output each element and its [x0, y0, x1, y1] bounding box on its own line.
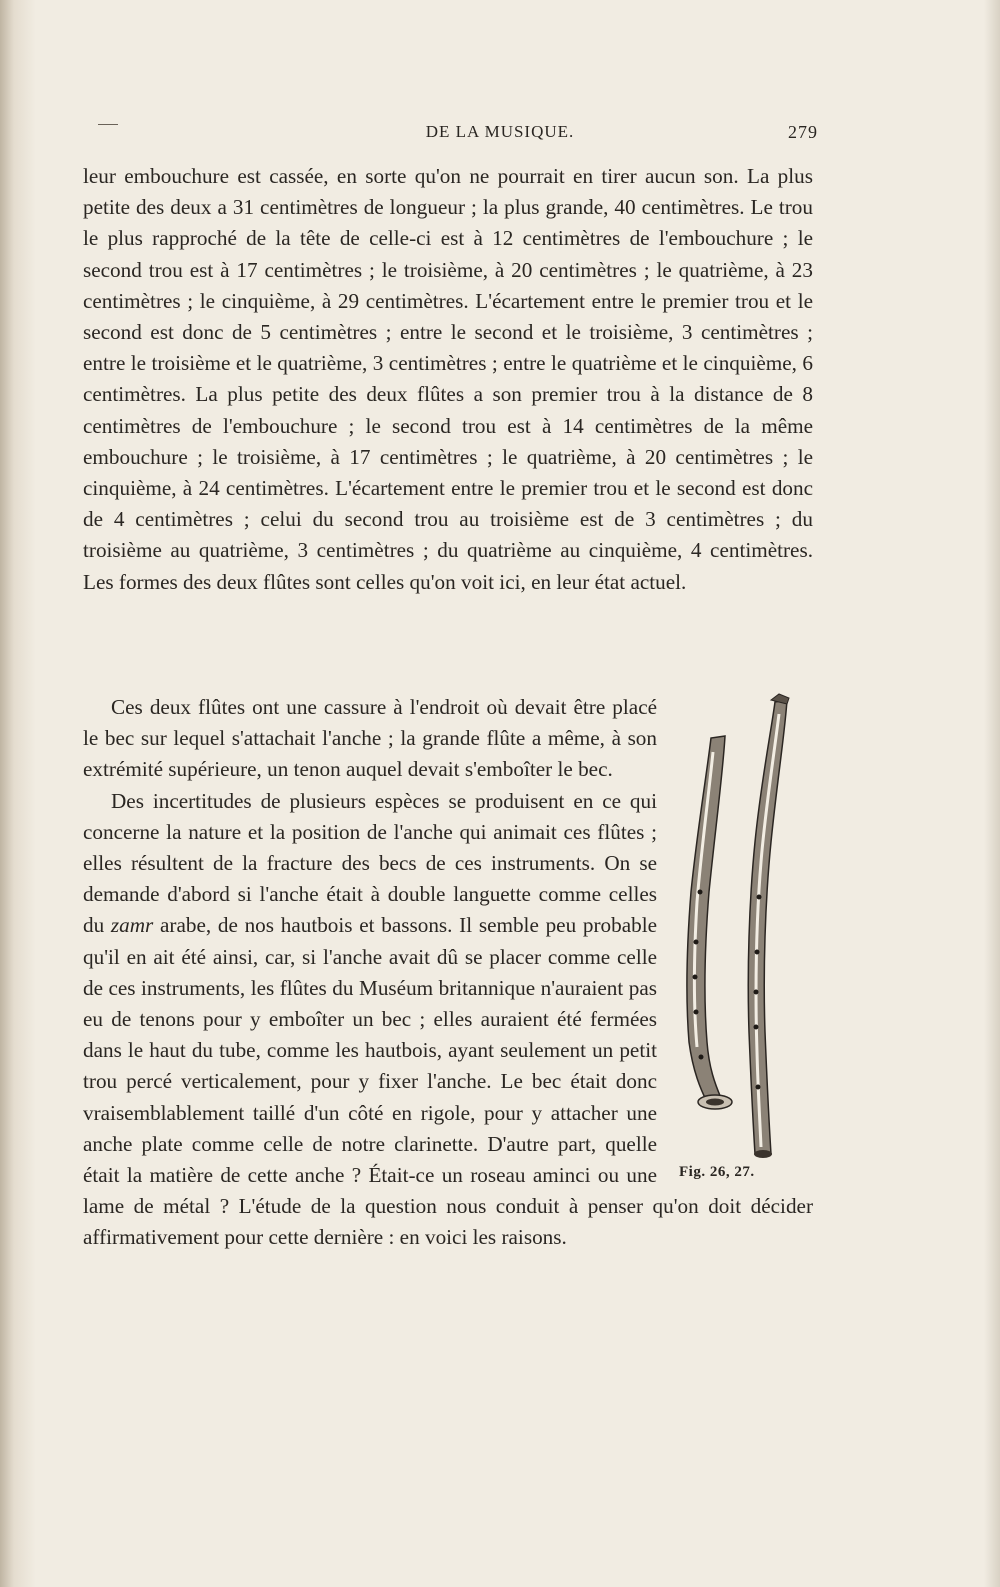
finger-hole [694, 1010, 699, 1015]
paragraph-3-part-2: arabe, de nos hautbois et bassons. Il semble peu probable qu'il en ait été ainsi, car, si l'anche avait dû se placer comme celle de ces instruments, les flûtes du Muséum britannique n'auraient pas eu de tenons pour y emboîter un bec ; elles auraient été fermées dans le haut du tube, comme les hautbois, ayant seulement un petit trou percé verticalement, pour y fixer l'anche. Le bec était donc vraisemblablement taillé d'un côté en rigole, pour y attacher une anche plate comme celle de notre clarinette. D'autre part, quelle était la matière de cette anche ? Était-ce un roseau aminci ou une lame de métal ? L'étude de la question nous conduit à penser qu'on doit décider affirmativement pour cette dernière : en voici les raisons. [83, 913, 813, 1250]
small-flute-body [687, 736, 725, 1102]
finger-hole [754, 990, 759, 995]
large-flute-body [748, 700, 787, 1154]
finger-hole [693, 975, 698, 980]
finger-hole [756, 1085, 761, 1090]
flute-figure [667, 692, 813, 1188]
figure-caption: Fig. 26, 27. [679, 1163, 755, 1180]
finger-hole [699, 1055, 704, 1060]
finger-hole [757, 895, 762, 900]
running-title: DE LA MUSIQUE. [425, 122, 575, 141]
paragraph-2: Ces deux flûtes ont une cassure à l'endroit où devait être placé le bec sur lequel s'attachait l'anche ; la grande flûte a même, à son extrémité supérieure, un tenon auquel devait s'emboîter le bec. [83, 695, 657, 782]
paragraph-3-part-1: Des incertitudes de plusieurs espèces se produisent en ce qui concerne la nature et la position de l'anche qui animait ces flûtes ; elles résultent de la fracture des becs de ces instruments. On se demande d'abord si l'anche était à double languette comme celles du [83, 788, 657, 938]
finger-hole [698, 890, 703, 895]
large-flute-tenon [771, 694, 789, 704]
paragraph-1: leur embouchure est cassée, en sorte qu'on ne pourrait en tirer aucun son. La plus petite des deux a 31 centimètres de longueur ; la plus grande, 40 centimètres. Le trou le plus rapproché de la tête de celle-ci est à 12 centimètres de l'embouchure ; le second trou est à 17 centimètres ; le troisième, à 20 centimètres ; le quatrième, à 23 centimètres ; le cinquième, à 29 centimètres. L'écartement entre le premier trou et le second est donc de 5 centimètres ; entre le second et le troisième, 3 centimètres ; entre le troisième et le quatrième, 3 centimètres ; entre le quatrième et le cinquième, 6 centimètres. La plus petite des deux flûtes a son premier trou à la distance de 8 centimètres de l'embouchure ; le second trou est à 14 centimètres de la même embouchure ; le troisième, à 17 centimètres ; le quatrième, à 20 centimètres ; le cinquième, à 24 centimètres. L'écartement entre le premier trou et le second est donc de 4 centimètres ; celui du second trou au troisième est de 3 centimètres ; du troisième au quatrième, 3 centimètres ; du quatrième au cinquième, 4 centimètres. Les formes des deux flûtes sont celles qu'on voit ici, en leur état actuel. [83, 164, 813, 594]
body-text-with-figure [83, 692, 813, 1254]
large-flute-end [754, 1150, 772, 1158]
page-number: 279 [788, 122, 818, 142]
body-text-top [83, 161, 813, 598]
running-head [0, 118, 1000, 144]
zamr-term: zamr [110, 913, 154, 938]
finger-hole [755, 950, 760, 955]
finger-hole [754, 1025, 759, 1030]
small-flute-bore [706, 1099, 724, 1106]
flutes-illustration [667, 692, 813, 1162]
finger-hole [694, 940, 699, 945]
